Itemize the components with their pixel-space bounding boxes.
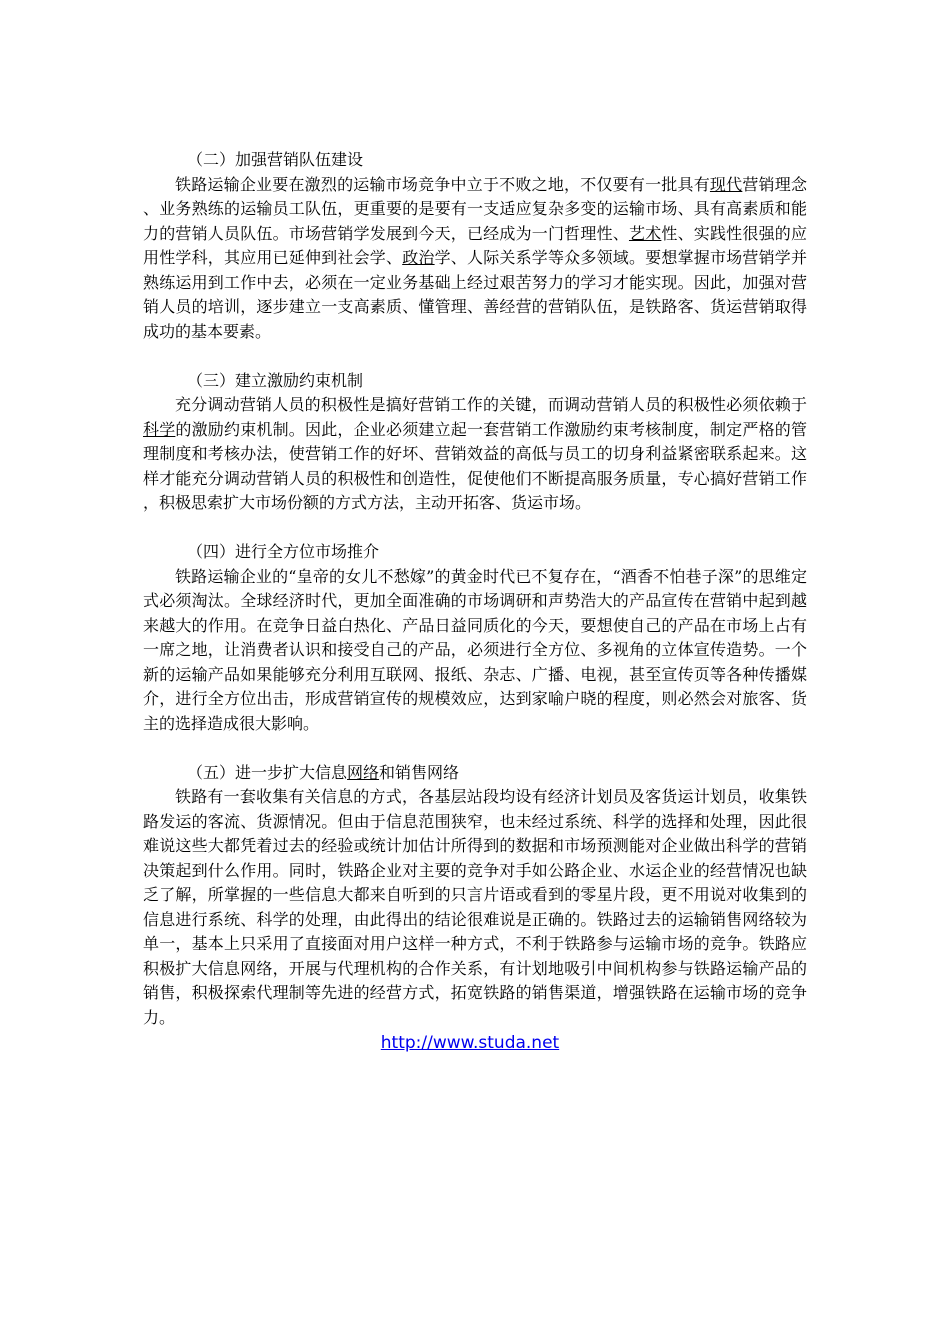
section-paragraph [143, 565, 807, 737]
section-heading [143, 761, 807, 786]
heading-text: （三）建立激励约束机制 [187, 370, 364, 390]
section-heading [143, 148, 807, 173]
document-body [143, 148, 807, 1056]
heading-text: 和销售网络 [379, 762, 460, 782]
heading-text: （四）进行全方位市场推介 [187, 542, 380, 561]
section-paragraph [143, 173, 807, 345]
section-3 [143, 369, 807, 516]
paragraph-text: 铁路运输企业要在激烈的运输市场竞争中立于不败之地，不仅要有一批具有 [175, 174, 710, 194]
keyword-link[interactable]: 政治 [402, 248, 435, 267]
section-2 [143, 148, 807, 344]
paragraph-text: 铁路运输企业的“皇帝的女儿不愁嫁”的黄金时代已不复存在，“酒香不怕巷子深”的思维定式必须淘汰。全球经济时代，更加全面准确的市场调研和声势浩大的产品宣传在营销中起到越来越大的作用。在竞争日益白热化、产品日益同质化的今天，要想使自己的产品在市场上占有一席之地，让消费者认识和接受自己的产品，必须进行全方位、多视角的立体宣传造势。一个新的运输产品如果能够充分利用互联网、报纸、杂志、广播、电视，甚至宣传页等各种传播媒介，进行全方位出击，形成营销宣传的规模效应，达到家喻户晓的程度，则必然会对旅客、货主的选择造成很大影响。 [143, 566, 807, 733]
section-heading [143, 540, 807, 565]
keyword-link[interactable]: 网络 [347, 762, 380, 782]
paragraph-text: 营销理念、业务熟练的运输员工队伍，更重要的是要有一支适应复杂多变的运输市场、具有高素质和能力的营销人员队伍。市场营销学发展到今天，已经成为一门哲理性、 [143, 174, 807, 243]
keyword-link[interactable]: 科学 [143, 419, 176, 439]
heading-text: （五）进一步扩大信息 [187, 762, 348, 782]
section-paragraph [143, 393, 807, 516]
section-4 [143, 540, 807, 736]
section-heading [143, 369, 807, 394]
section-5 [143, 761, 807, 1031]
paragraph-text: 学、人际关系学等众多领域。要想掌握市场营销学并熟练运用到工作中去，必须在一定业务基础上经过艰苦努力的学习才能实现。因此，加强对营销人员的培训，逐步建立一支高素质、懂管理、善经营的营销队伍，是铁路客、货运营销取得成功的基本要素。 [143, 248, 807, 341]
keyword-link[interactable]: 现代 [709, 174, 743, 194]
paragraph-text: 性、实践性很强的应用性学科，其应用已延伸到社会学、 [143, 223, 807, 267]
source-url-link[interactable]: http://www.studa.net [380, 1033, 560, 1053]
heading-text: （二）加强营销队伍建设 [187, 150, 364, 169]
paragraph-text: 铁路有一套收集有关信息的方式，各基层站段均设有经济计划员及客货运计划员，收集铁路发运的客流、货源情况。但由于信息范围狭窄，也未经过系统、科学的选择和处理，因此很难说这些大都凭着过去的经验或统计加估计所得到的数据和市场预测能对企业做出科学的营销决策起到什么作用。同时，铁路企业对主要的竞争对手如公路企业、水运企业的经营情况也缺乏了解，所掌握的一些信息大都来自听到的只言片语或看到的零星片段，更不用说对收集到的信息进行系统、科学的处理，由此得出的结论很难说是正确的。铁路过去的运输销售网络较为单一，基本上只采用了直接面对用户这样一种方式，不利于铁路参与运输市场的竞争。铁路应积极扩大信息网络，开展与代理机构的合作关系，有计划地吸引中间机构参与铁路运输产品的销售，积极探索代理制等先进的经营方式，拓宽铁路的销售渠道，增强铁路在运输市场的竞争力。 [143, 787, 807, 1027]
paragraph-text: 充分调动营销人员的积极性是搞好营销工作的关键，而调动营销人员的积极性必须依赖于 [175, 395, 807, 414]
keyword-link[interactable]: 艺术 [628, 223, 662, 243]
section-paragraph [143, 785, 807, 1030]
paragraph-text: 的激励约束机制。因此，企业必须建立起一套营销工作激励约束考核制度，制定严格的管理制度和考核办法，使营销工作的好坏、营销效益的高低与员工的切身利益紧密联系起来。这样才能充分调动营销人员的积极性和创造性，促使他们不断提高服务质量，专心搞好营销工作，积极思索扩大市场份额的方式方法，主动开拓客、货运市场。 [143, 419, 807, 512]
